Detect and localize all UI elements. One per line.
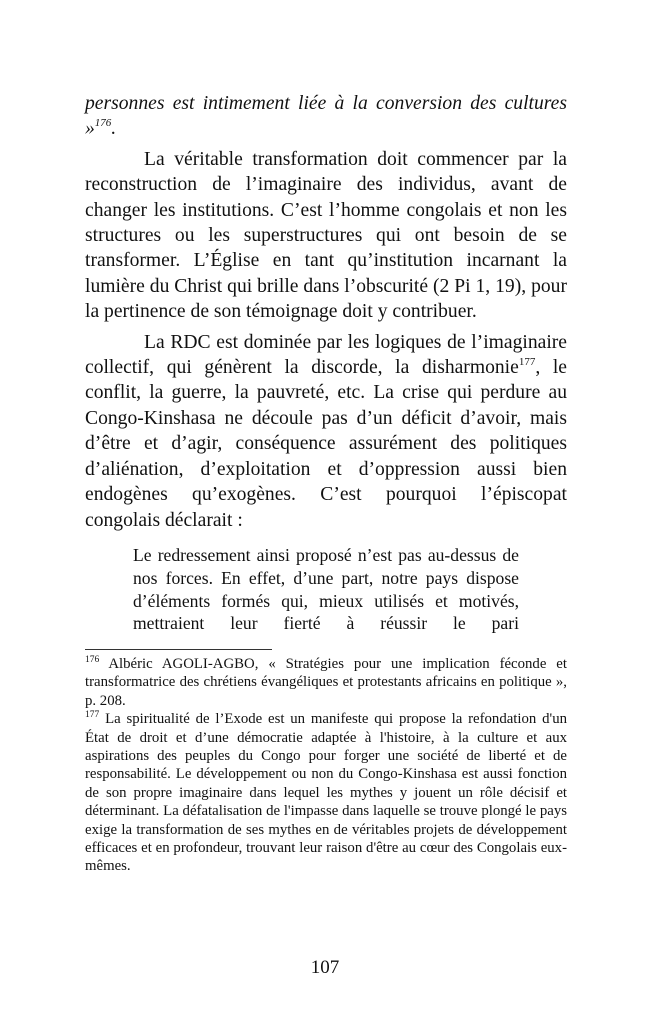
page-number: 107 bbox=[310, 957, 340, 978]
paragraph-3 bbox=[85, 330, 567, 533]
paragraph-1-text: personnes est intimement liée à la conversion des cultures » bbox=[85, 93, 567, 140]
footnote-number: 177 bbox=[85, 710, 100, 721]
paragraph-3-part-b: , le conflit, la guerre, la pauvreté, etc. La crise qui perdure au Congo-Kinshasa ne découle pas d’un déficit d’avoir, mais d’être et d’agir, conséquence assurément des politiques d’aliénation, d’exploitation et d’oppression aussi bien endogènes qu’exogènes. C’est pourquoi l’épiscopat congolais déclarait : bbox=[85, 357, 567, 531]
footnote-text: La spiritualité de l’Exode est un manifeste qui propose la refondation d'un État de droit et d’une démocratie adaptée à l'histoire, à la culture et aux aspirations des peuples du Congo pour forger une société de liberté et de responsabilité. Le développement ou non du Congo-Kinshasa est aussi fonction de son propre imaginaire dans lequel les mythes y jouent un rôle décisif et déterminant. La défatalisation de l'impasse dans laquelle se trouve plongé le pays exige la transformation de ses mythes en de véritables projets de développement efficaces et en profondeur, trouvant leur raison d'être au cœur des Congolais eux-mêmes. bbox=[85, 711, 567, 875]
paragraph-quote-ending bbox=[85, 91, 567, 142]
paragraph-3-part-a: La RDC est dominée par les logiques de l’imaginaire collectif, qui génèrent la discorde, la disharmonie bbox=[85, 331, 567, 379]
footnote-ref-177[interactable]: 177 bbox=[518, 356, 536, 369]
footnotes bbox=[85, 655, 567, 876]
footnote-176 bbox=[85, 655, 567, 710]
footnote-ref-176[interactable]: 176 bbox=[94, 117, 112, 130]
footnote-separator bbox=[85, 649, 272, 650]
paragraph-1-end: . bbox=[111, 118, 117, 140]
paragraph-2: La véritable transformation doit commencer par la reconstruction de l’imaginaire des individus, avant de changer les institutions. C’est l’homme congolais et non les structures ou les superstructures qui ont besoin de se transformer. L’Église en tant qu’institution incarnant la lumière du Christ qui brille dans l’obscurité (2 Pi 1, 19), pour la pertinence de son témoignage doit y contribuer. bbox=[85, 148, 567, 323]
block-quote: Le redressement ainsi proposé n’est pas au-dessus de nos forces. En effet, d’une part, notre pays dispose d’éléments formés qui, mieux utilisés et motivés, mettraient leur fierté à réussir le pari bbox=[133, 545, 519, 634]
footnote-177 bbox=[85, 710, 567, 876]
footnote-text: Albéric AGOLI-AGBO, « Stratégies pour une implication féconde et transformatrice des chrétiens évangéliques et protestants africains en politique », p. 208. bbox=[85, 656, 567, 709]
footnote-number: 176 bbox=[85, 655, 100, 665]
main-text bbox=[85, 91, 567, 533]
